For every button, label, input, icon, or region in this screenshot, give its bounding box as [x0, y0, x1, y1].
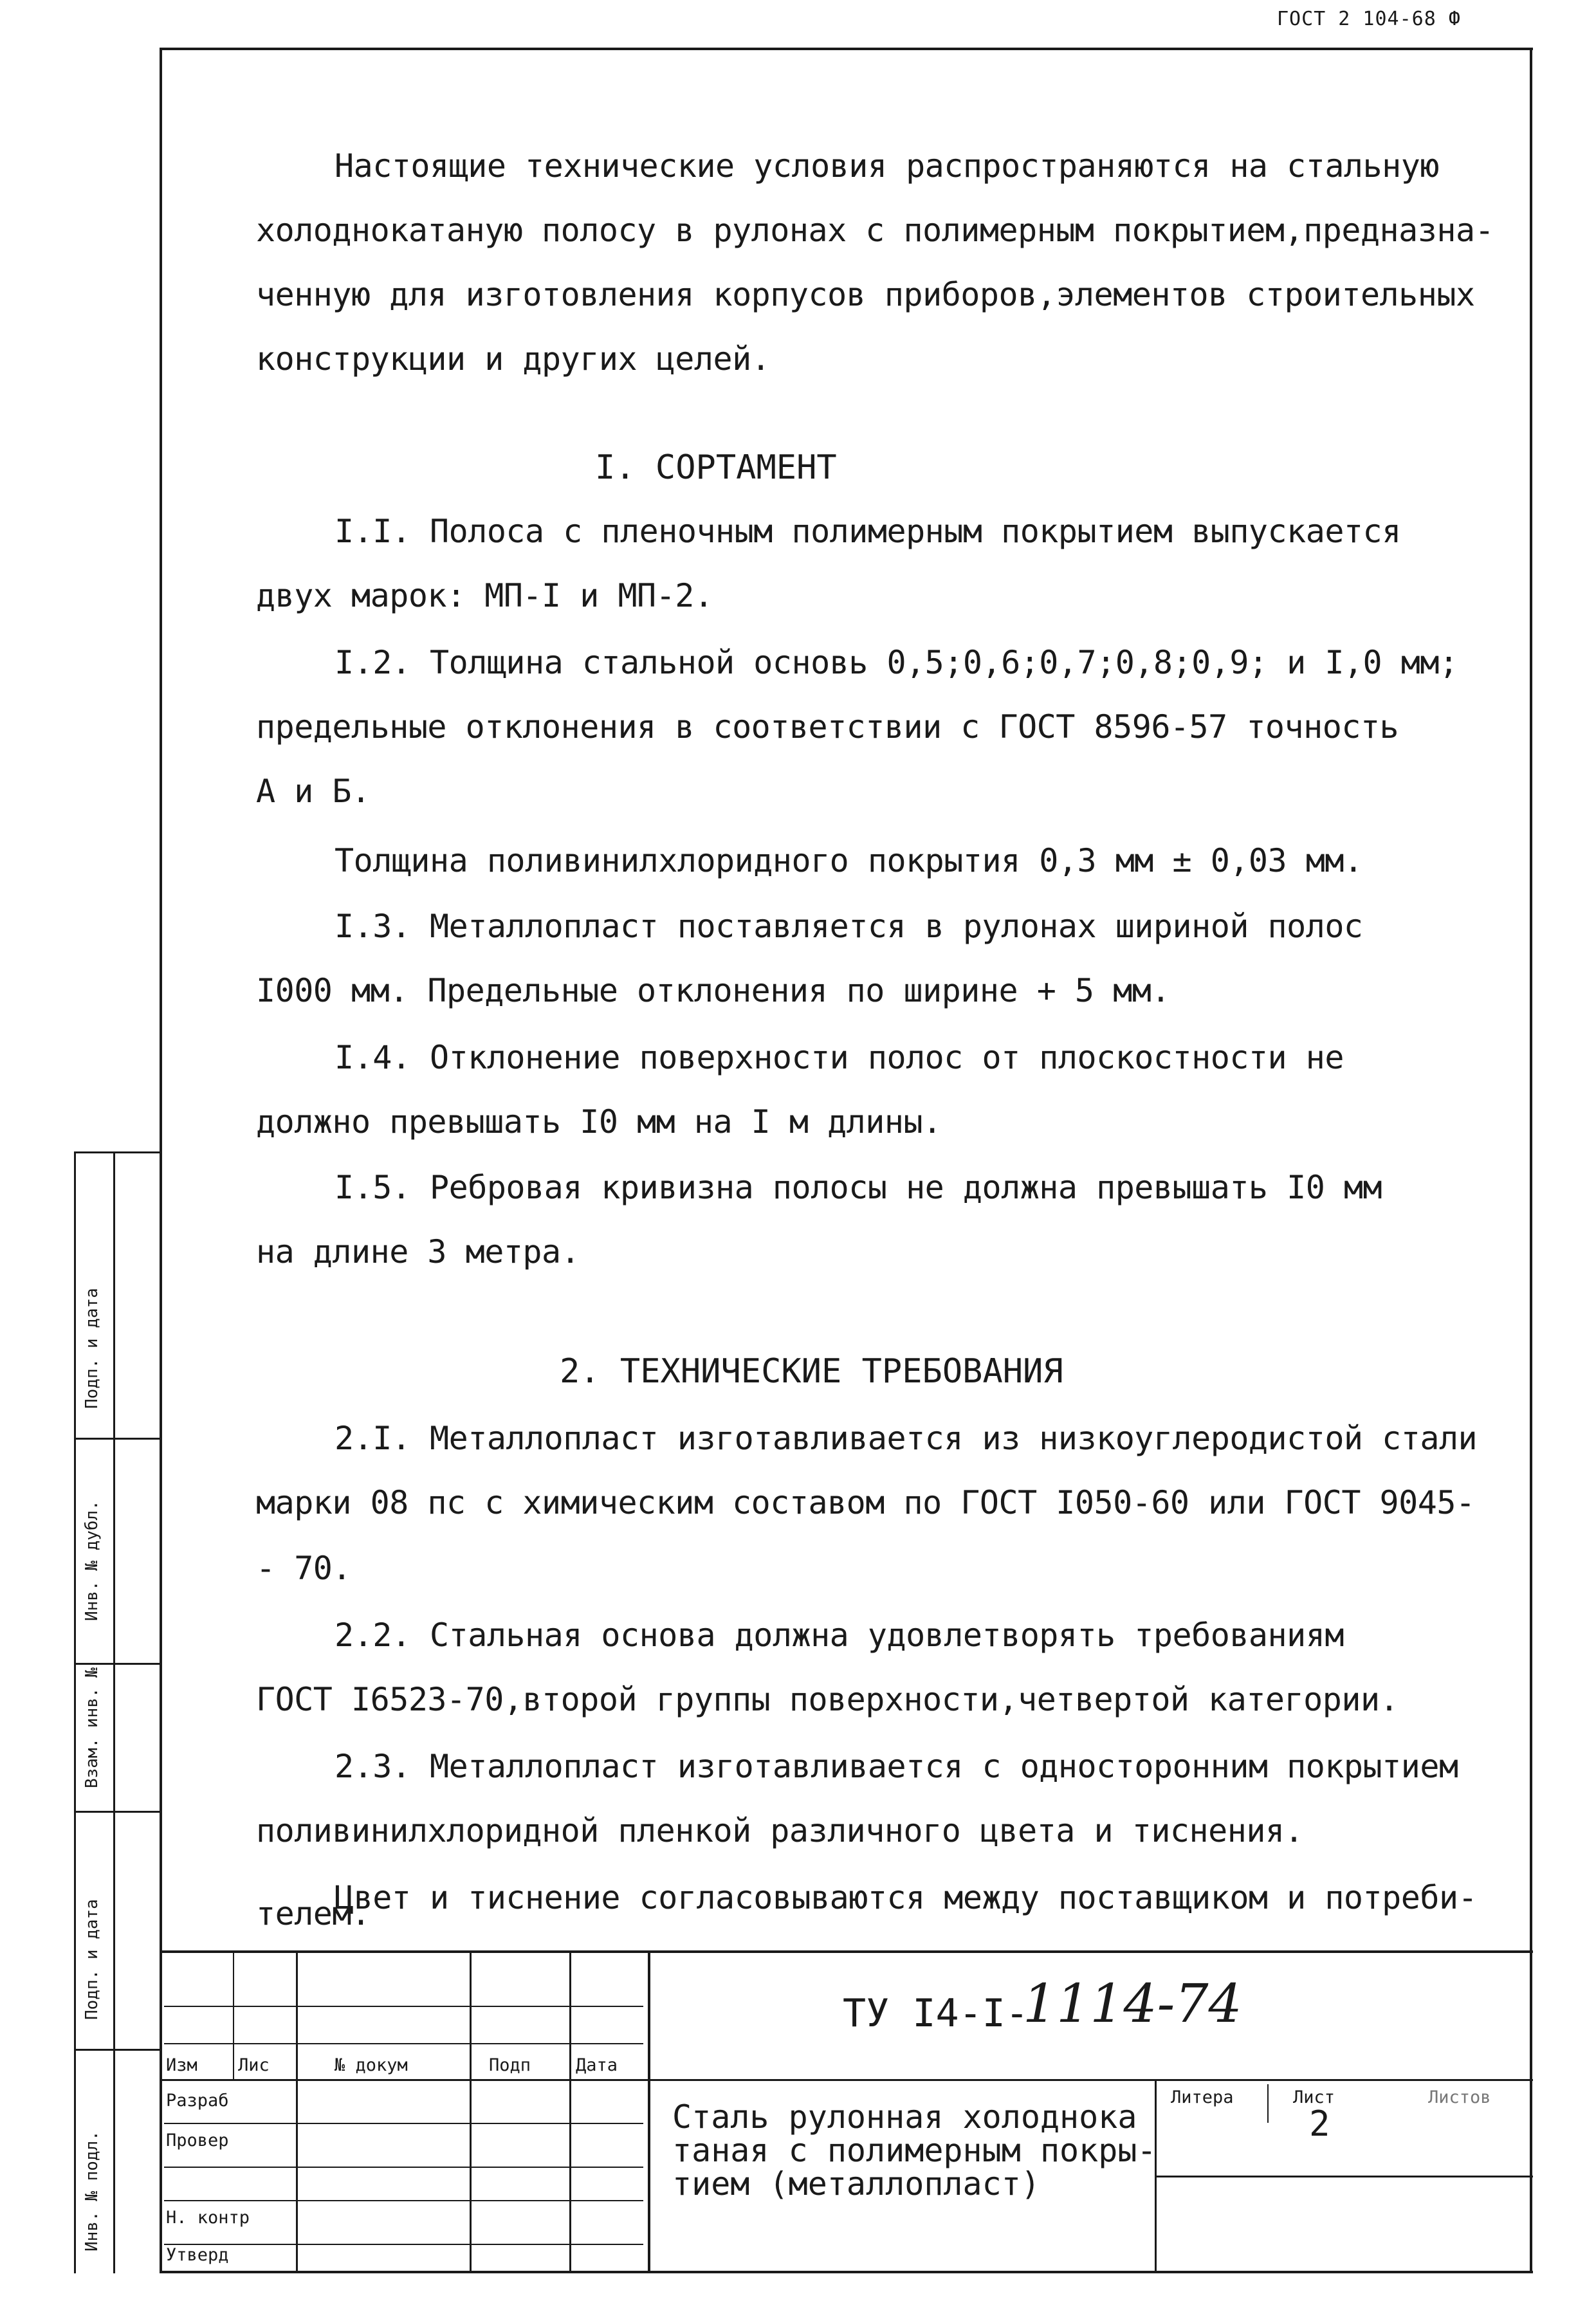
- section-heading-requirements: 2. ТЕХНИЧЕСКИЕ ТРЕБОВАНИЯ: [560, 1352, 1063, 1391]
- margin-label-orig-inv: Инв. № подл.: [82, 2131, 102, 2251]
- intro-line: Настоящие технические условия распространяются на стальную: [335, 147, 1439, 185]
- paragraph-line: Цвет и тиснение согласовываются между поставщиком и потреби-: [335, 1879, 1478, 1916]
- role-developer: Разраб: [166, 2091, 229, 2111]
- sheet-number: 2: [1309, 2104, 1330, 2144]
- margin-label-dup-inv: Инв. № дубл.: [82, 1500, 102, 1621]
- document-code-handwritten: 1114-74: [1023, 1974, 1242, 2035]
- sheet-label: Лист: [1293, 2087, 1335, 2107]
- product-name-line: тием (металлопласт): [672, 2165, 1040, 2203]
- sheets-label: Листов: [1428, 2087, 1491, 2107]
- paragraph-line: I.4. Отклонение поверхности полос от плоскостности не: [335, 1039, 1344, 1076]
- paragraph-line: А и Б.: [256, 773, 371, 810]
- paragraph-line: 2.3. Металлопласт изготавливается с односторонним покрытием: [335, 1748, 1458, 1785]
- role-approver: Утверд: [166, 2245, 229, 2265]
- paragraph-line: должно превышать I0 мм на I м длины.: [256, 1103, 942, 1141]
- section-heading-assortment: I. СОРТАМЕНТ: [595, 448, 837, 487]
- margin-label-sign-date: Подп. и дата: [82, 1288, 102, 1409]
- format-stamp: ГОСТ 2 104-68 Ф: [1277, 8, 1461, 30]
- paragraph-line: на длине 3 метра.: [256, 1233, 580, 1270]
- paragraph-line: 2.I. Металлопласт изготавливается из низкоуглеродистой стали: [335, 1420, 1478, 1457]
- paragraph-line: 2.2. Стальная основа должна удовлетворять требованиям: [335, 1617, 1344, 1654]
- document-code: ТУ I4-I-: [843, 1991, 1029, 2036]
- product-name-line: таная с полимерным покры-: [672, 2132, 1157, 2169]
- paragraph-line: Толщина поливинилхлоридного покрытия 0,3 мм ± 0,03 мм.: [335, 842, 1363, 879]
- paragraph-line: I.3. Металлопласт поставляется в рулонах шириной полос: [335, 908, 1363, 945]
- paragraph-line: - 70.: [256, 1550, 352, 1587]
- col-label-sheet: Лис: [238, 2055, 270, 2075]
- litera-label: Литера: [1171, 2087, 1234, 2107]
- paragraph-line: предельные отклонения в соответствии с ГОСТ 8596-57 точность: [256, 708, 1399, 746]
- product-name-line: Сталь рулонная холоднока: [672, 2098, 1137, 2136]
- col-label-change: Изм: [166, 2055, 197, 2075]
- paragraph-line: двух марок: МП-I и МП-2.: [256, 577, 713, 614]
- paragraph-line: поливинилхлоридной пленкой различного цвета и тиснения.: [256, 1812, 1304, 1849]
- paragraph-line: ГОСТ I6523-70,второй группы поверхности,четвертой категории.: [256, 1681, 1399, 1718]
- intro-line: ченную для изготовления корпусов приборов,элементов строительных: [256, 276, 1475, 313]
- paragraph-line: телем.: [256, 1895, 371, 1932]
- paragraph-line: I.I. Полоса с пленочным полимерным покрытием выпускается: [335, 513, 1401, 550]
- paragraph-line: I.2. Толщина стальной основь 0,5;0,6;0,7;0,8;0,9; и I,0 мм;: [335, 644, 1458, 681]
- margin-label-replace-inv: Взам. инв. №: [82, 1667, 102, 1788]
- col-label-date: Дата: [576, 2055, 618, 2075]
- intro-line: конструкции и других целей.: [256, 340, 771, 378]
- paragraph-line: марки 08 пс с химическим составом по ГОСТ I050-60 или ГОСТ 9045-: [256, 1484, 1475, 1521]
- margin-label-sign-date-2: Подп. и дата: [82, 1899, 102, 2020]
- col-label-doc-no: № докум: [335, 2055, 408, 2075]
- paragraph-line: I.5. Ребровая кривизна полосы не должна превышать I0 мм: [335, 1169, 1382, 1206]
- role-norm-control: Н. контр: [166, 2208, 250, 2228]
- col-label-signature: Подп: [489, 2055, 531, 2075]
- paragraph-line: I000 мм. Предельные отклонения по ширине + 5 мм.: [256, 972, 1170, 1009]
- intro-line: холоднокатаную полосу в рулонах с полимерным покрытием,предназна-: [256, 212, 1494, 249]
- role-checker: Провер: [166, 2131, 229, 2150]
